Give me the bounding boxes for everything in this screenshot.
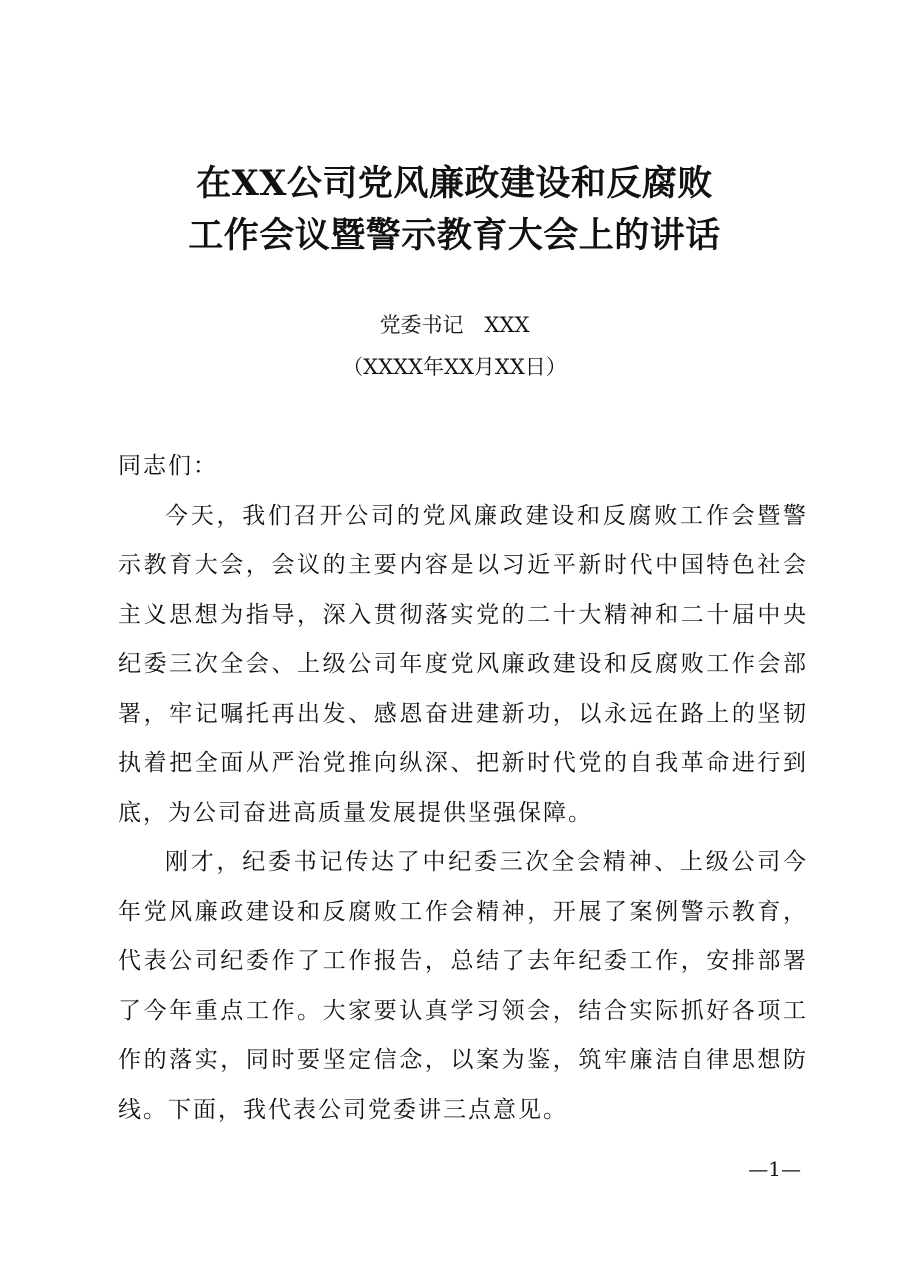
speech-body xyxy=(118,442,808,1135)
page-number: —1— xyxy=(748,1157,801,1181)
document-title-line2: 工作会议暨警示教育大会上的讲话 xyxy=(188,215,721,256)
speaker-name: 党委书记 XXX xyxy=(379,313,530,337)
paragraph-2: 刚才，纪委书记传达了中纪委三次全会精神、上级公司今年党风廉政建设和反腐败工作会精神，开展了案例警示教育，代表公司纪委作了工作报告，总结了去年纪委工作，安排部署了今年重点工作。大家要认真学习领会，结合实际抓好各项工作的落实，同时要坚定信念，以案为鉴，筑牢廉洁自律思想防线。下面，我代表公司党委讲三点意见。 xyxy=(118,849,808,1123)
document-title-line1: 在XX公司党风廉政建设和反腐败 xyxy=(196,163,713,204)
salutation: 同志们： xyxy=(118,453,218,479)
speech-date: （XXXX年XX月XX日） xyxy=(342,355,567,379)
paragraph-1: 今天，我们召开公司的党风廉政建设和反腐败工作会暨警示教育大会，会议的主要内容是以习近平新时代中国特色社会主义思想为指导，深入贯彻落实党的二十大精神和二十届中央纪委三次全会、上级公司年度党风廉政建设和反腐败工作会部署，牢记嘱托再出发、感恩奋进建新功，以永远在路上的坚韧执着把全面从严治党推向纵深、把新时代党的自我革命进行到底，为公司奋进高质量发展提供坚强保障。 xyxy=(118,502,808,826)
